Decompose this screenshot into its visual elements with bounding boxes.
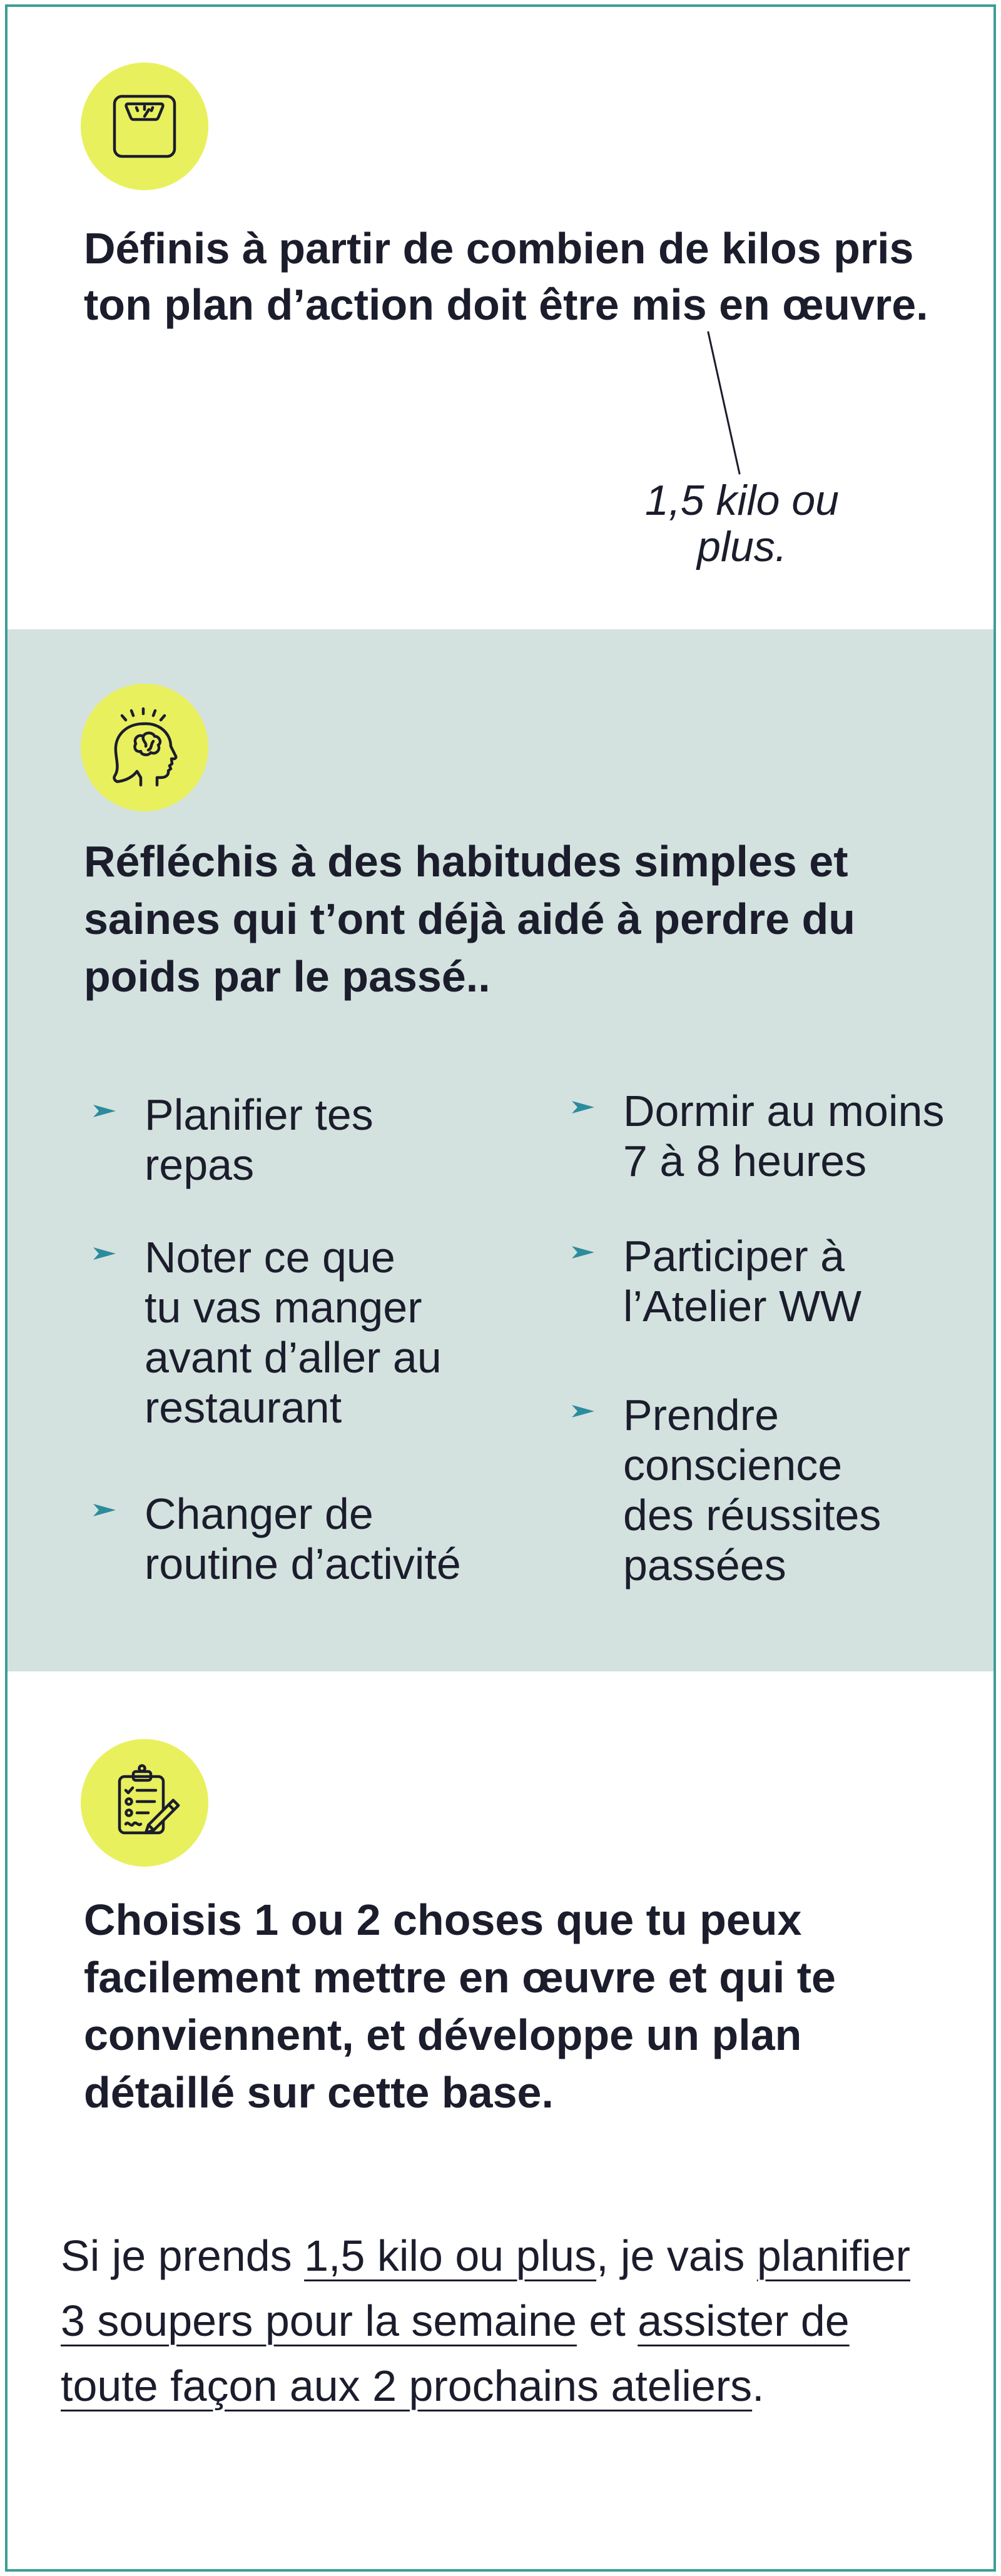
bullet-arrow-icon: [572, 1101, 594, 1113]
habit-line: avant d’aller au: [145, 1333, 442, 1382]
annotation-line: 1,5 kilo ou: [645, 477, 839, 524]
habit-line: Noter ce que: [145, 1233, 395, 1282]
heading-line: ton plan d’action doit être mis en œuvre.: [84, 280, 928, 329]
step2-heading: [84, 833, 855, 1005]
step3-heading: [84, 1891, 836, 2121]
bullet-arrow-icon: [572, 1405, 594, 1417]
step1-heading: [84, 220, 928, 333]
habit-line: tu vas manger: [145, 1283, 422, 1332]
icon-badge: [81, 63, 208, 190]
bullet-arrow-icon: [93, 1105, 116, 1117]
section-weight-threshold: [8, 7, 993, 629]
habit-line: repas: [145, 1140, 255, 1189]
example-underlined-text: planifier: [756, 2231, 910, 2280]
heading-line: facilement mettre en œuvre et qui te: [84, 1953, 836, 2002]
example-text: , je vais: [596, 2231, 757, 2280]
example-underlined-text: toute façon aux 2 prochains ateliers: [61, 2361, 753, 2410]
icon-badge: [81, 684, 208, 811]
habit-item: [145, 1090, 373, 1190]
threshold-annotation: [644, 477, 840, 570]
section-action-plan: [8, 1671, 993, 2569]
habit-line: des réussites: [623, 1491, 882, 1539]
bathroom-scale-icon: [81, 63, 208, 190]
heading-line: saines qui t’ont déjà aidé à perdre du: [84, 895, 856, 943]
habit-line: routine d’activité: [145, 1539, 461, 1588]
example-underlined-text: 3 soupers pour la semaine: [61, 2296, 577, 2345]
habit-line: passées: [623, 1541, 786, 1590]
heading-line: Définis à partir de combien de kilos pris: [84, 224, 914, 273]
habit-line: conscience: [623, 1441, 843, 1489]
example-text: et: [576, 2296, 638, 2345]
bullet-arrow-icon: [93, 1504, 116, 1516]
head-brain-idea-icon: [81, 684, 208, 811]
bullet-arrow-icon: [93, 1247, 116, 1260]
annotation-line: plus.: [697, 523, 787, 570]
example-underlined-text: 1,5 kilo ou plus: [304, 2231, 597, 2280]
habit-line: Planifier tes: [145, 1090, 373, 1139]
habit-line: Dormir au moins: [623, 1087, 945, 1135]
heading-line: conviennent, et développe un plan: [84, 2011, 802, 2059]
heading-line: Choisis 1 ou 2 choses que tu peux: [84, 1895, 802, 1944]
clipboard-checklist-icon: [81, 1739, 208, 1867]
habit-line: Prendre: [623, 1391, 780, 1439]
example-text: Si je prends: [61, 2231, 305, 2280]
bullet-arrow-icon: [572, 1246, 594, 1259]
heading-line: poids par le passé..: [84, 952, 490, 1001]
habit-item: [145, 1489, 461, 1589]
icon-badge: [81, 1739, 208, 1867]
habit-item: [623, 1086, 944, 1186]
example-text: .: [752, 2361, 765, 2410]
heading-line: Réfléchis à des habitudes simples et: [84, 837, 848, 886]
example-underlined-text: assister de: [638, 2296, 850, 2345]
example-line: [61, 2223, 910, 2288]
example-line: [61, 2288, 910, 2353]
habit-line: restaurant: [145, 1383, 342, 1432]
habit-line: l’Atelier WW: [623, 1282, 862, 1331]
habit-item: [145, 1232, 442, 1433]
example-line: [61, 2353, 910, 2418]
habit-item: [623, 1390, 881, 1590]
habit-line: Participer à: [623, 1232, 845, 1280]
habit-line: Changer de: [145, 1489, 373, 1538]
heading-line: détaillé sur cette base.: [84, 2068, 554, 2117]
section-healthy-habits: [8, 629, 993, 1671]
example-plan-statement: [61, 2223, 910, 2418]
habit-item: [623, 1231, 861, 1331]
habit-line: 7 à 8 heures: [623, 1137, 867, 1185]
